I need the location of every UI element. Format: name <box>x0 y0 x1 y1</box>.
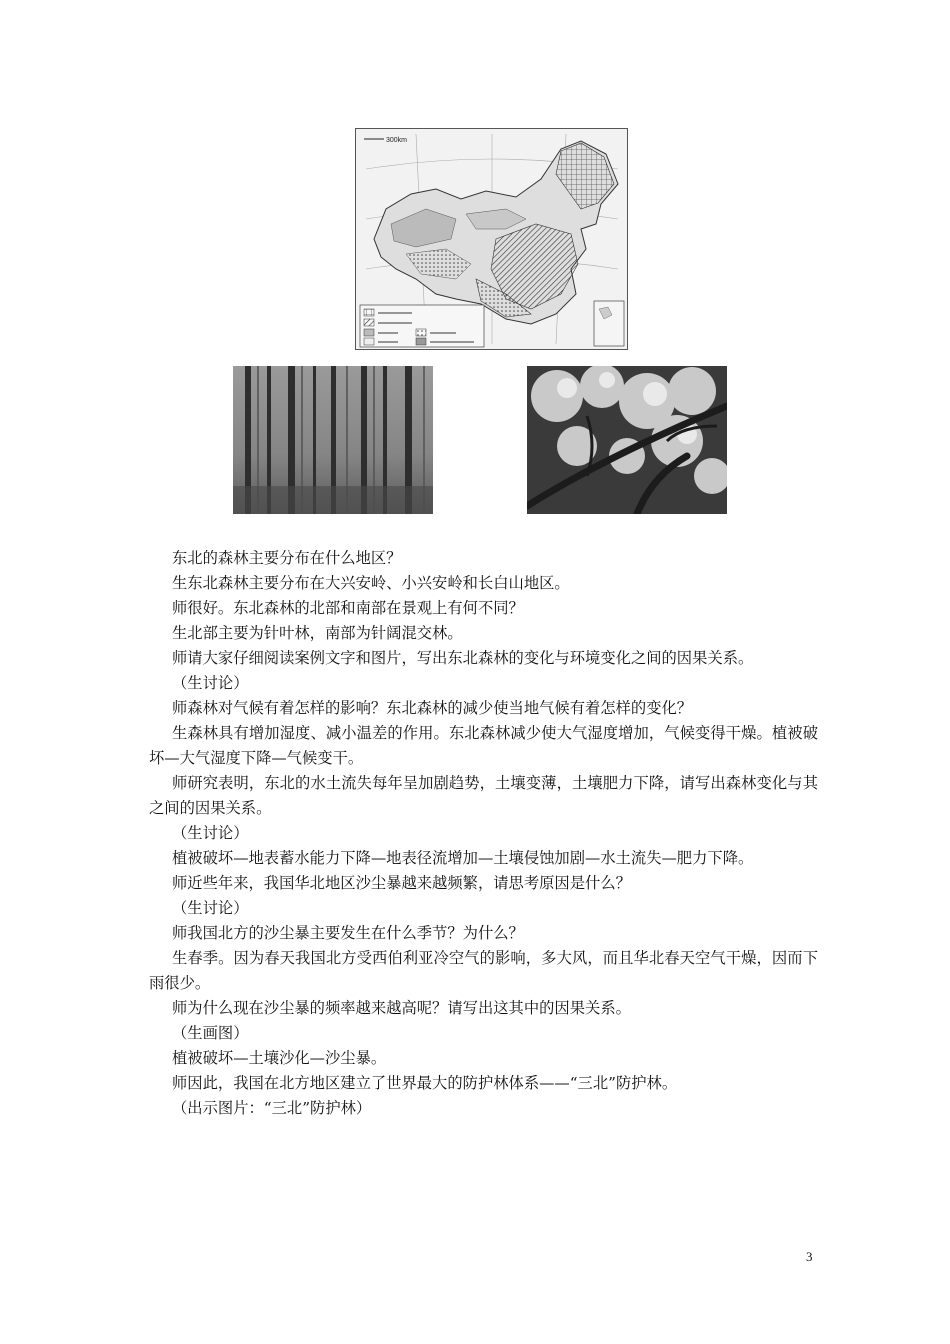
paragraph: （生讨论） <box>172 824 249 842</box>
paragraph: 植被破坏—地表蓄水能力下降—地表径流增加—土壤侵蚀加剧—水土流失—肥力下降。 <box>172 849 754 867</box>
paragraph: 师为什么现在沙尘暴的频率越来越高呢？请写出这其中的因果关系。 <box>172 999 631 1017</box>
paragraph: 生春季。因为春天我国北方受西伯利亚冷空气的影响，多大风，而且华北春天空气干燥，因而下雨很少。 <box>149 949 818 992</box>
paragraph: 生森林具有增加湿度、减小温差的作用。东北森林减少使大气湿度增加，气候变得干燥。植被破坏—大气湿度下降—气候变干。 <box>149 724 818 767</box>
paragraph: 生东北森林主要分布在大兴安岭、小兴安岭和长白山地区。 <box>172 574 570 592</box>
paragraph: 师我国北方的沙尘暴主要发生在什么季节？为什么？ <box>172 924 524 942</box>
paragraph: 师因此，我国在北方地区建立了世界最大的防护林体系——“三北”防护林。 <box>172 1074 678 1092</box>
paragraph: 生北部主要为针叶林，南部为针阔混交林。 <box>172 624 463 642</box>
paragraph: 师近些年来，我国华北地区沙尘暴越来越频繁，请思考原因是什么？ <box>172 874 631 892</box>
coniferous-forest-photo <box>233 366 433 514</box>
paragraph: （生讨论） <box>172 674 249 692</box>
paragraph: （出示图片：“三北”防护林） <box>172 1099 372 1117</box>
broadleaf-tree-photo <box>527 366 727 514</box>
page-number: 3 <box>806 1249 813 1264</box>
china-forest-map <box>355 128 628 350</box>
paragraph: 师研究表明，东北的水土流失每年呈加剧趋势，土壤变薄，土壤肥力下降，请写出森林变化与其之间的因果关系。 <box>149 774 818 817</box>
paragraph: （生讨论） <box>172 899 249 917</box>
paragraph: （生画图） <box>172 1024 249 1042</box>
paragraph: 植被破坏—土壤沙化—沙尘暴。 <box>172 1049 387 1067</box>
paragraph: 师森林对气候有着怎样的影响？东北森林的减少使当地气候有着怎样的变化？ <box>172 699 693 717</box>
paragraph: 师很好。东北森林的北部和南部在景观上有何不同？ <box>172 599 524 617</box>
paragraph: 东北的森林主要分布在什么地区？ <box>172 549 402 567</box>
lesson-dialogue <box>149 546 818 1121</box>
paragraph: 师请大家仔细阅读案例文字和图片，写出东北森林的变化与环境变化之间的因果关系。 <box>172 649 754 667</box>
map-scale-label: 300km <box>386 137 408 144</box>
map-graphic <box>356 129 628 350</box>
